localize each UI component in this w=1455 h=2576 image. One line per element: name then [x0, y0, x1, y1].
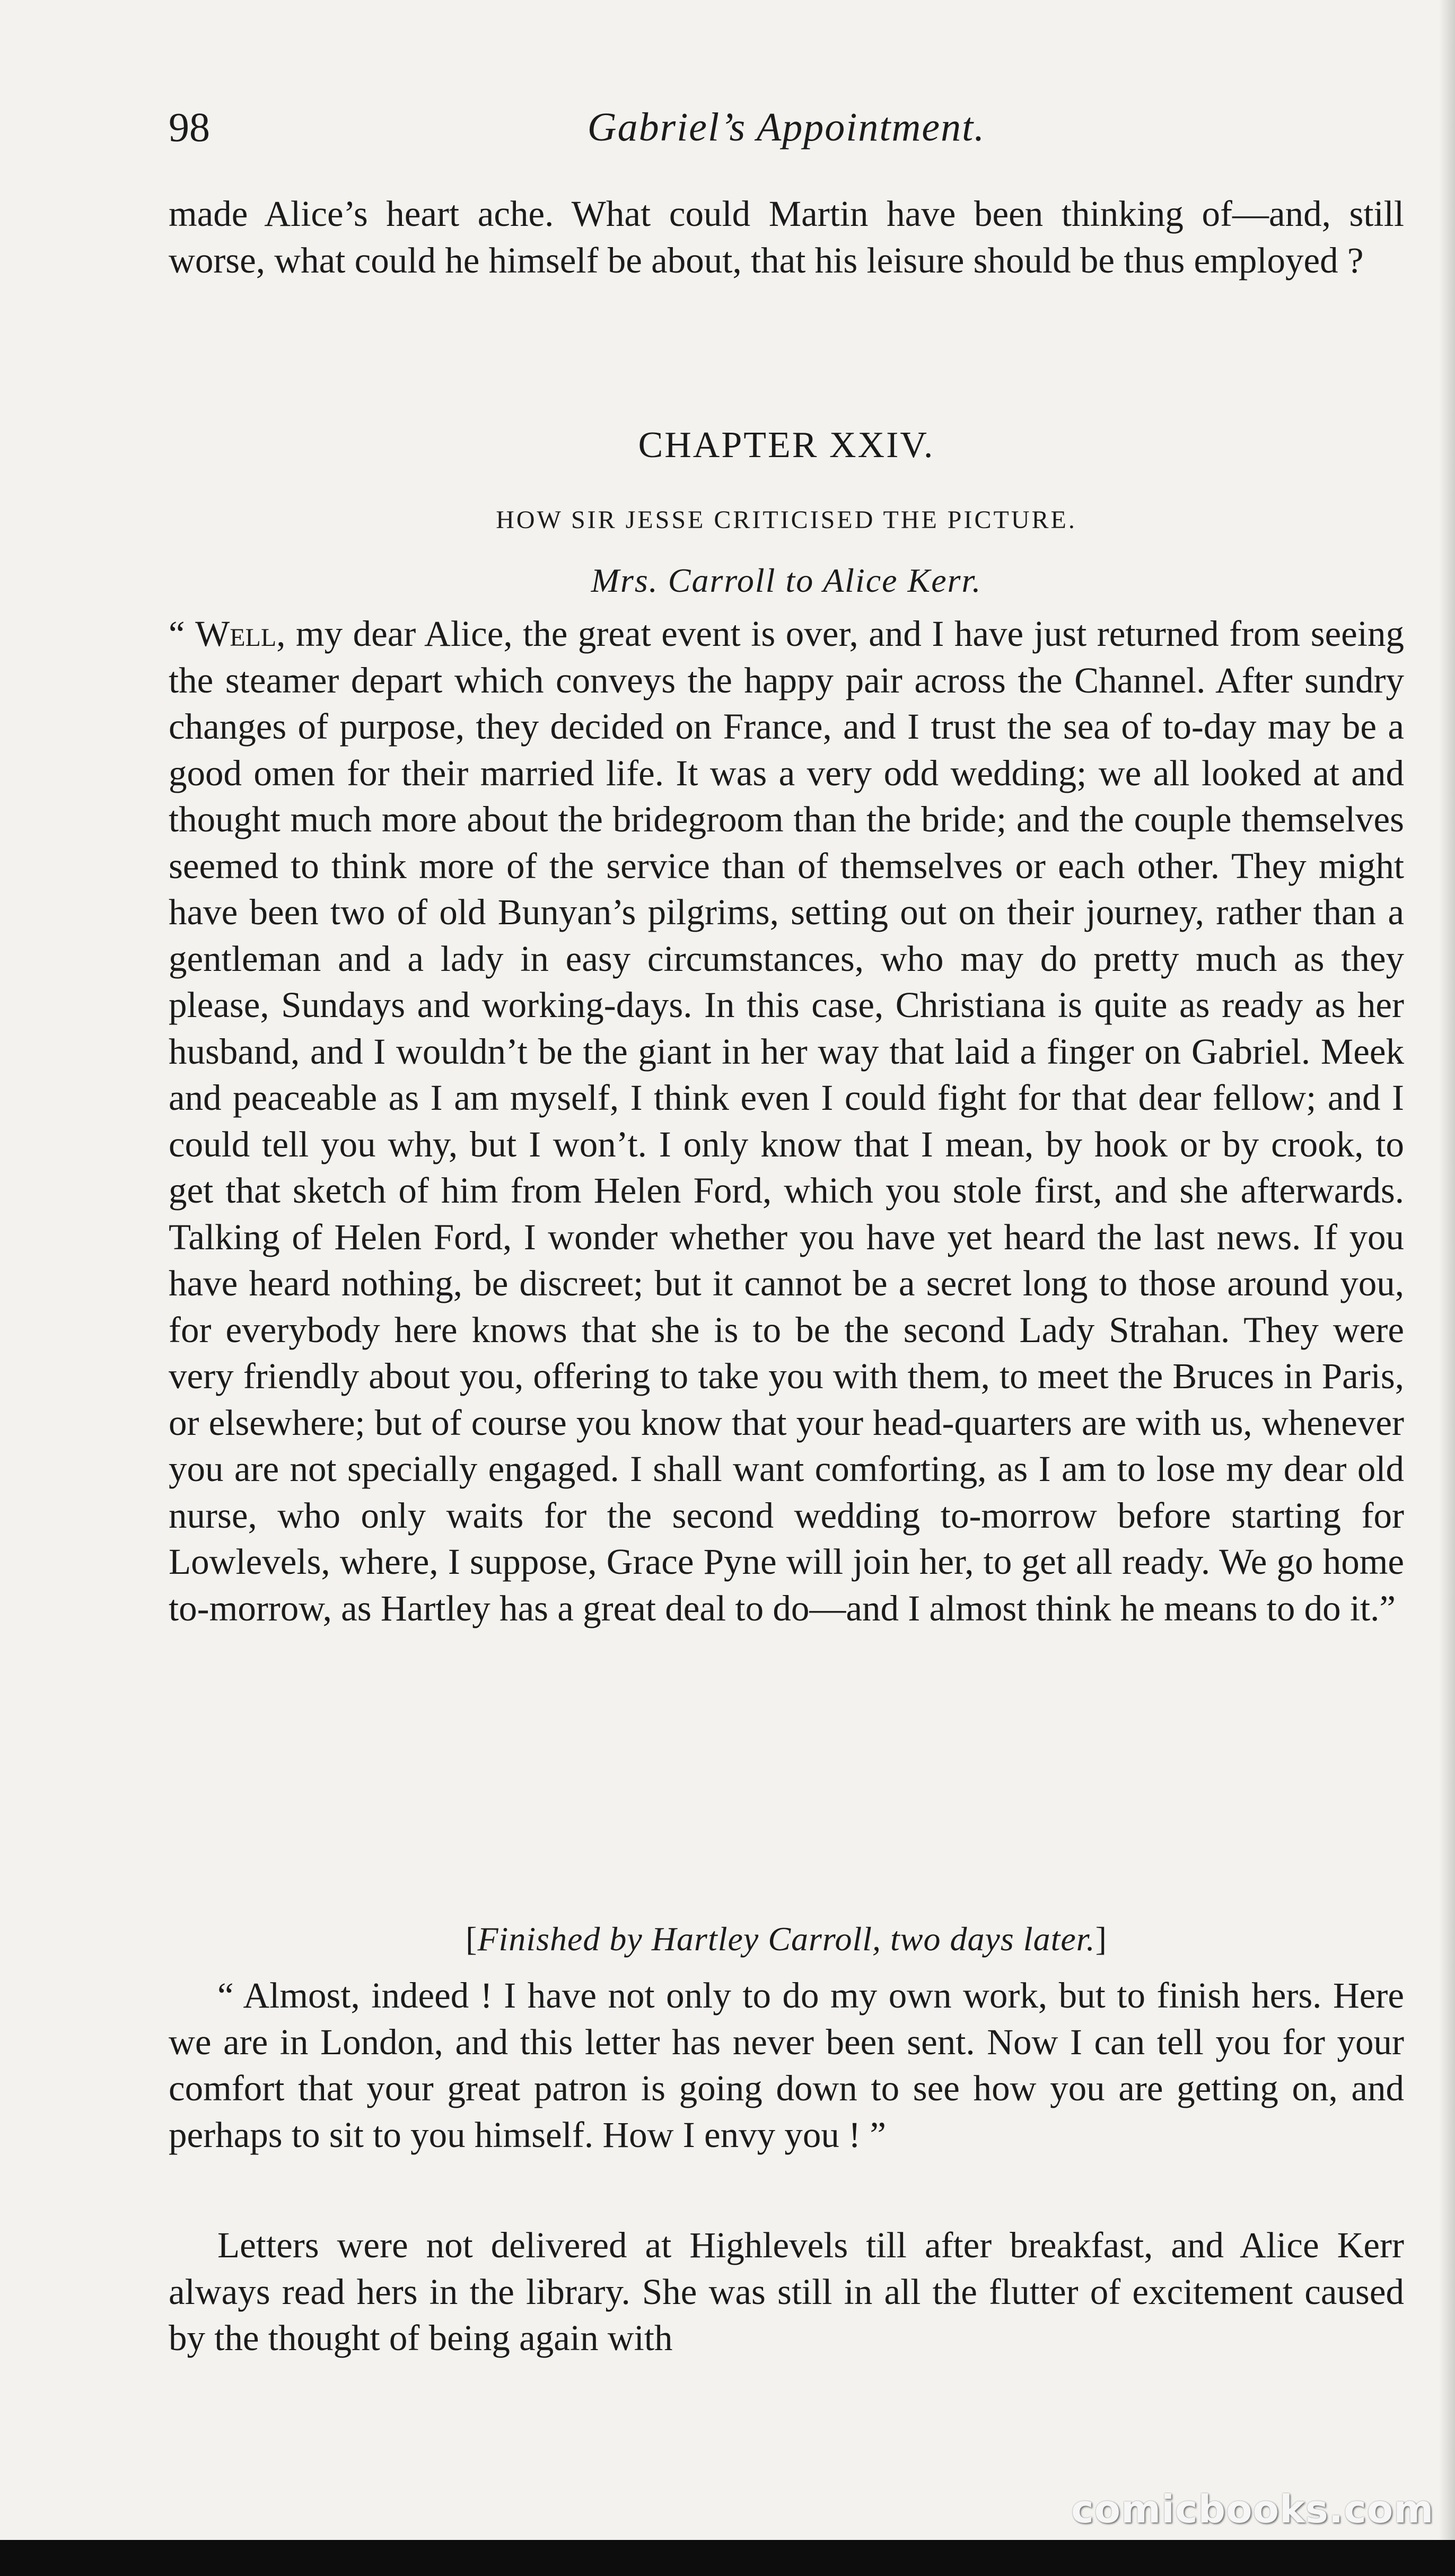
letter-body-text: , my dear Alice, the great event is over, and I have just returned from seeing the steamer depart which conveys the happy pair across the Channel. After sundry changes of purpose, they decided on France, and I trust the sea of to-day may be a good omen for their married life. It was a very odd wedding; we all looked at and thought much more about the bridegroom than the bride; and the couple themselves seemed to think more of the service than of themselves or each other. They might have been two of old Bunyan’s pilgrims, setting out on their journey, rather than a gentleman and a lady in easy circumstances, who may do pretty much as they please, Sundays and working-days. In this case, Christiana is quite as ready as her husband, and I wouldn’t be the giant in her way that laid a finger on Gabriel. Meek and peaceable as I am myself, I think even I could fight for that dear fellow; and I could tell you why, but I won’t. I only know that I mean, by hook or by crook, to get that sketch of him from Helen Ford, which you stole first, and she afterwards. Talking of Helen Ford, I wonder whether you have yet heard the last news. If you have heard nothing, be discreet; but it cannot be a secret long to those around you, for everybody here knows that she is to be the second Lady Strahan. They were very friendly about you, offering to take you with them, to meet the Bruces in Paris, or elsewhere; but of course you know that your head-quarters are with us, whenever you are not specially engaged. I shall want comforting, as I am to lose my dear old nurse, who only waits for the second wedding to-morrow before starting for Lowlevels, where, I suppose, Grace Pyne will join her, to get all ready. We go home to-morrow, as Hartley has a great deal to do—and I almost think he means to do it.”	[169, 614, 1404, 1628]
continuation-paragraph	[169, 191, 1404, 284]
watermark-logo: comicbooks.com	[1071, 2487, 1434, 2531]
finished-note	[169, 1915, 1404, 1963]
page-number: 98	[169, 104, 210, 150]
continuation-paragraph-text: made Alice’s heart ache. What could Martin have been thinking of—and, still worse, what could he himself be about, that his leisure should be thus employed ?	[169, 194, 1404, 281]
postscript-text: “ Almost, indeed ! I have not only to do my own work, but to finish hers. Here we are in London, and this letter has never been sent. Now I can tell you for your comfort that your great patron is going down to see how you are getting on, and perhaps to sit to you himself. How I envy you ! ”	[169, 1975, 1404, 2155]
finished-note-close-bracket: ]	[1095, 1920, 1107, 1958]
scan-bottom-edge	[0, 2540, 1455, 2576]
letter-heading: Mrs. Carroll to Alice Kerr.	[591, 562, 982, 599]
letter-opening-word: Well	[195, 614, 277, 654]
letter-paragraph	[169, 611, 1404, 1632]
chapter-heading: CHAPTER XXIV.	[638, 425, 935, 466]
letter-opening-quote: “	[169, 614, 196, 654]
page-header	[169, 101, 1404, 159]
letter-body	[169, 611, 1404, 1632]
postscript-paragraph	[169, 1973, 1404, 2158]
closing-paragraph-text: Letters were not delivered at Highlevels till after breakfast, and Alice Kerr always read hers in the library. She was still in all the flutter of excitement caused by the thought of being again with	[169, 2225, 1404, 2358]
finished-note-text: Finished by Hartley Carroll, two days later.	[477, 1920, 1095, 1958]
chapter-subtitle: HOW SIR JESSE CRITICISED THE PICTURE.	[496, 506, 1077, 534]
page-edge-shadow	[1439, 0, 1455, 2540]
running-title: Gabriel’s Appointment.	[587, 105, 986, 150]
finished-note-open-bracket: [	[466, 1920, 478, 1958]
closing-paragraph	[169, 2222, 1404, 2362]
